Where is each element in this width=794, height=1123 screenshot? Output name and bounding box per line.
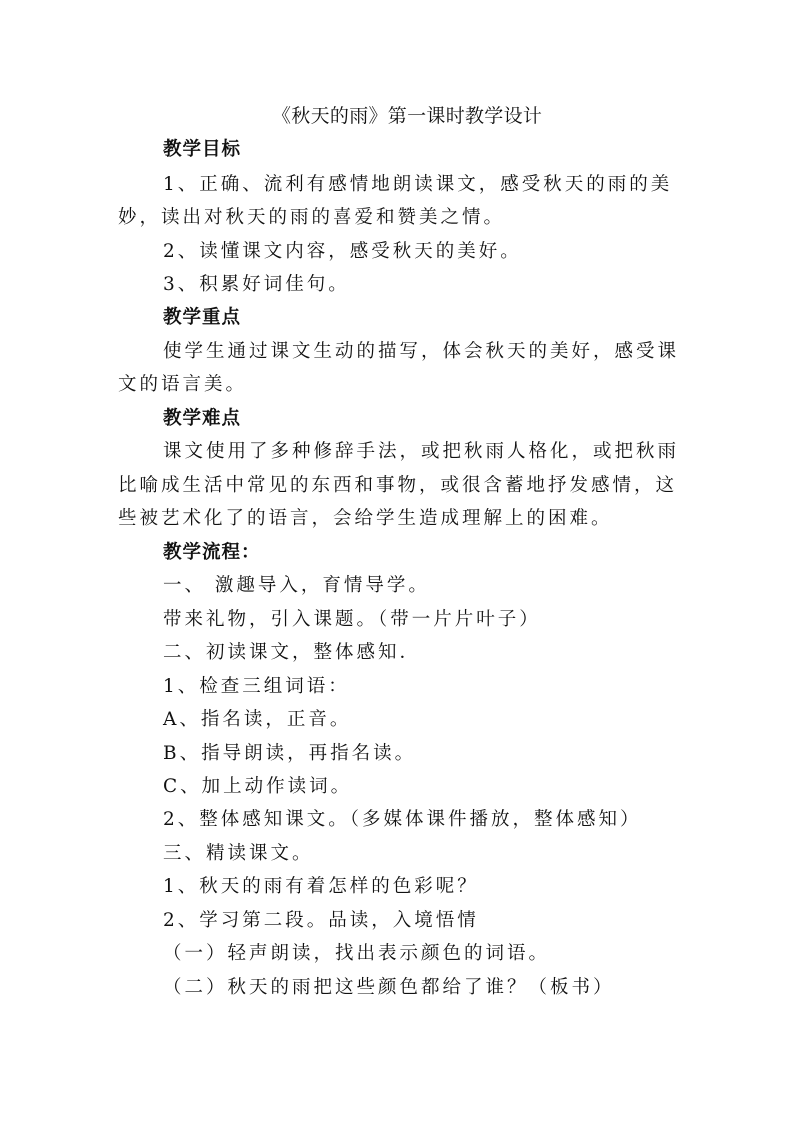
objective-item-1-line-2: 妙，读出对秋天的雨的喜爱和赞美之情。 xyxy=(118,207,506,228)
process-step: 一、 激趣导入，育情导学。 xyxy=(163,575,430,596)
process-step: 1、检查三组词语： xyxy=(163,676,350,697)
process-step: （二）秋天的雨把这些颜色都给了谁？（板书） xyxy=(163,977,615,998)
process-step: A、指名读，正音。 xyxy=(163,709,352,730)
difficulties-line-1: 课文使用了多种修辞手法，或把秋雨人格化，或把秋雨 xyxy=(163,441,680,462)
document-title: 《秋天的雨》第一课时教学设计 xyxy=(272,105,543,127)
process-step: B、指导朗读，再指名读。 xyxy=(163,743,417,764)
key-points-line-2: 文的语言美。 xyxy=(118,374,248,395)
key-points-line-1: 使学生通过课文生动的描写，体会秋天的美好，感受课 xyxy=(163,341,680,362)
objective-item-3: 3、积累好词佳句。 xyxy=(163,274,350,295)
difficulties-line-3: 些被艺术化了的语言，会给学生造成理解上的困难。 xyxy=(118,508,613,529)
process-step: （一）轻声朗读，找出表示颜色的词语。 xyxy=(163,943,551,964)
process-step: 二、初读课文，整体感知． xyxy=(163,642,422,663)
section-heading-process: 教学流程： xyxy=(163,542,261,563)
section-heading-objectives: 教学目标 xyxy=(163,139,242,160)
difficulties-line-2: 比喻成生活中常见的东西和事物，或很含蓄地抒发感情，这 xyxy=(118,475,678,496)
process-step: 带来礼物，引入课题。（带一片片叶子） xyxy=(163,609,541,630)
objective-item-1-line-1: 1、正确、流利有感情地朗读课文，感受秋天的雨的美 xyxy=(163,174,673,195)
objective-item-2: 2、读懂课文内容，感受秋天的美好。 xyxy=(163,241,522,262)
section-heading-key-points: 教学重点 xyxy=(163,307,242,328)
process-step: 2、学习第二段。品读，入境悟情 xyxy=(163,910,479,931)
process-step: 1、秋天的雨有着怎样的色彩呢？ xyxy=(163,876,479,897)
section-heading-difficulties: 教学难点 xyxy=(163,408,242,429)
process-step: 三、精读课文。 xyxy=(163,843,314,864)
process-step: 2、整体感知课文。（多媒体课件播放，整体感知） xyxy=(163,809,642,830)
process-step: C、加上动作读词。 xyxy=(163,776,353,797)
